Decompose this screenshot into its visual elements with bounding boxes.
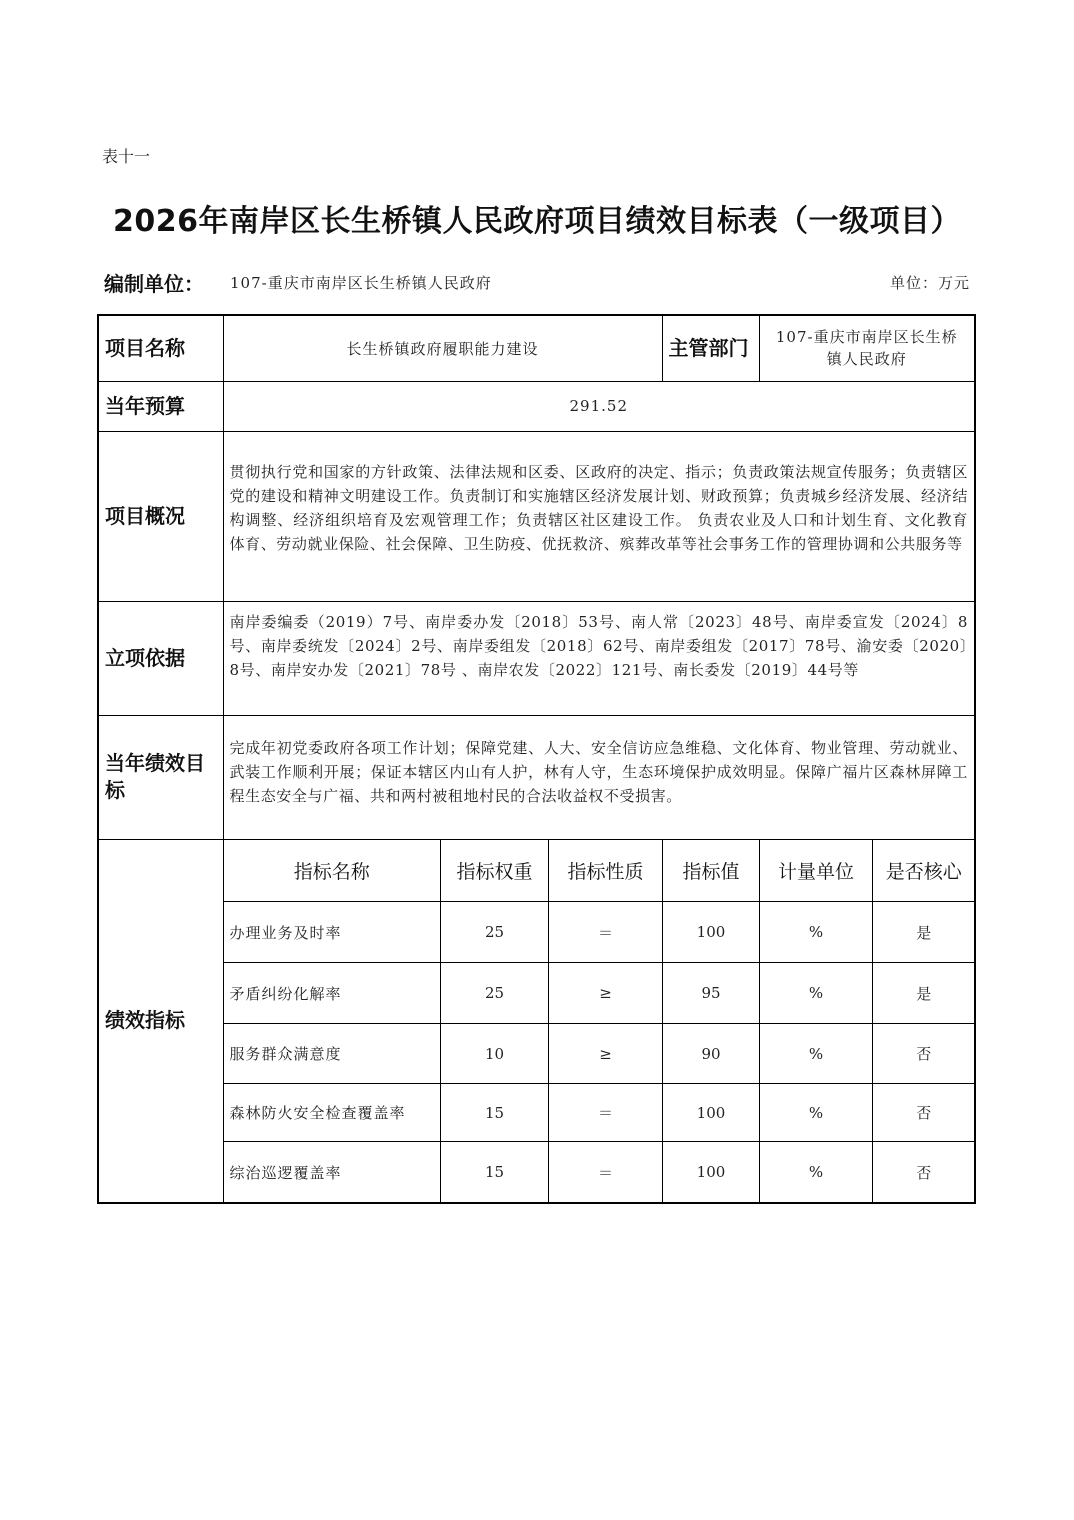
indicator-value: 100 [663, 1084, 760, 1142]
indicator-weight: 15 [441, 1142, 549, 1202]
table-row [224, 1084, 975, 1142]
row-indicators [98, 839, 975, 1203]
indicator-weight: 25 [441, 963, 549, 1024]
overview-value-cell [223, 431, 975, 601]
basis-label: 立项依据 [98, 601, 223, 715]
indicator-unit: % [760, 1084, 873, 1142]
indicator-name: 森林防火安全检查覆盖率 [224, 1084, 441, 1142]
header-core: 是否核心 [873, 840, 975, 902]
indicators-label: 绩效指标 [98, 839, 223, 1203]
meta-line [104, 268, 970, 296]
indicator-value: 100 [663, 1142, 760, 1202]
indicator-nature: ＝ [549, 1142, 663, 1202]
table-number: 表十一 [102, 147, 151, 166]
page-title: 2026年南岸区长生桥镇人民政府项目绩效目标表（一级项目） [113, 204, 961, 239]
budget-value: 291.52 [223, 381, 975, 431]
table-row [224, 902, 975, 963]
basis-value-cell [223, 601, 975, 715]
header-nature: 指标性质 [549, 840, 663, 902]
row-overview [98, 431, 975, 601]
indicator-core: 否 [873, 1084, 975, 1142]
row-goal [98, 715, 975, 839]
row-project-name [98, 315, 975, 381]
indicator-name: 综治巡逻覆盖率 [224, 1142, 441, 1202]
indicators-header-row [224, 840, 975, 902]
compiling-unit-value: 107-重庆市南岸区长生桥镇人民政府 [230, 273, 492, 292]
indicators-cell [223, 839, 975, 1203]
budget-label: 当年预算 [98, 381, 223, 431]
header-unit: 计量单位 [760, 840, 873, 902]
project-name-label: 项目名称 [98, 315, 223, 381]
dept-value-line1: 107-重庆市南岸区长生桥 [775, 328, 958, 347]
indicator-core: 否 [873, 1142, 975, 1202]
indicator-nature: ≥ [549, 1024, 663, 1084]
overview-value: 贯彻执行党和国家的方针政策、法律法规和区委、区政府的决定、指示；负责政策法规宣传服务；负责辖区党的建设和精神文明建设工作。负责制订和实施辖区经济发展计划、财政预算；负责城乡经济发展、经济结构调整、经济组织培育及宏观管理工作；负责辖区社区建设工作。 负责农业及人口和计划生育、文化教育体育、劳动就业保险、社会保障、卫生防疫、优抚救济、殡葬改革等社会事务工作的管理协调和公共服务等 [229, 462, 968, 553]
dept-value [759, 315, 975, 381]
performance-table [97, 314, 976, 1204]
header-weight: 指标权重 [441, 840, 549, 902]
row-budget [98, 381, 975, 431]
row-basis [98, 601, 975, 715]
indicator-core: 否 [873, 1024, 975, 1084]
indicator-core: 是 [873, 902, 975, 963]
indicator-weight: 10 [441, 1024, 549, 1084]
table-row [224, 1024, 975, 1084]
indicator-core: 是 [873, 963, 975, 1024]
header-indicator-name: 指标名称 [224, 840, 441, 902]
indicator-unit: % [760, 963, 873, 1024]
basis-value: 南岸委编委（2019）7号、南岸委办发〔2018〕53号、南人常〔2023〕48号、南岸委宣发〔2024〕8号、南岸委统发〔2024〕2号、南岸委组发〔2018〕62号、南岸委组发〔2017〕78号、渝安委〔2020〕8号、南岸安办发〔2021〕78号 、南岸农发〔2022〕121号、南长委发〔2019〕44号等 [229, 612, 968, 679]
overview-label: 项目概况 [98, 431, 223, 601]
currency-unit: 单位：万元 [889, 273, 970, 292]
indicator-name: 办理业务及时率 [224, 902, 441, 963]
indicator-unit: % [760, 1142, 873, 1202]
indicator-weight: 15 [441, 1084, 549, 1142]
indicator-value: 100 [663, 902, 760, 963]
project-name-value: 长生桥镇政府履职能力建设 [223, 315, 662, 381]
table-row [224, 1142, 975, 1202]
indicator-unit: % [760, 1024, 873, 1084]
indicator-value: 95 [663, 963, 760, 1024]
dept-label: 主管部门 [662, 315, 759, 381]
goal-value: 完成年初党委政府各项工作计划；保障党建、人大、安全信访应急维稳、文化体育、物业管理、劳动就业、武装工作顺利开展；保证本辖区内山有人护，林有人守，生态环境保护成效明显。保障广福片区森林屏障工程生态安全与广福、共和两村被租地村民的合法收益权不受损害。 [229, 738, 968, 805]
dept-value-line2: 镇人民政府 [826, 350, 907, 369]
table-row [224, 963, 975, 1024]
goal-value-cell [223, 715, 975, 839]
goal-label: 当年绩效目标 [98, 715, 223, 839]
indicator-value: 90 [663, 1024, 760, 1084]
indicator-name: 矛盾纠纷化解率 [224, 963, 441, 1024]
indicator-unit: % [760, 902, 873, 963]
compiling-unit-label: 编制单位： [104, 271, 204, 296]
indicator-weight: 25 [441, 902, 549, 963]
header-value: 指标值 [663, 840, 760, 902]
indicator-nature: ＝ [549, 1084, 663, 1142]
indicators-table [224, 840, 975, 1202]
indicator-nature: ＝ [549, 902, 663, 963]
indicator-name: 服务群众满意度 [224, 1024, 441, 1084]
indicator-nature: ≥ [549, 963, 663, 1024]
